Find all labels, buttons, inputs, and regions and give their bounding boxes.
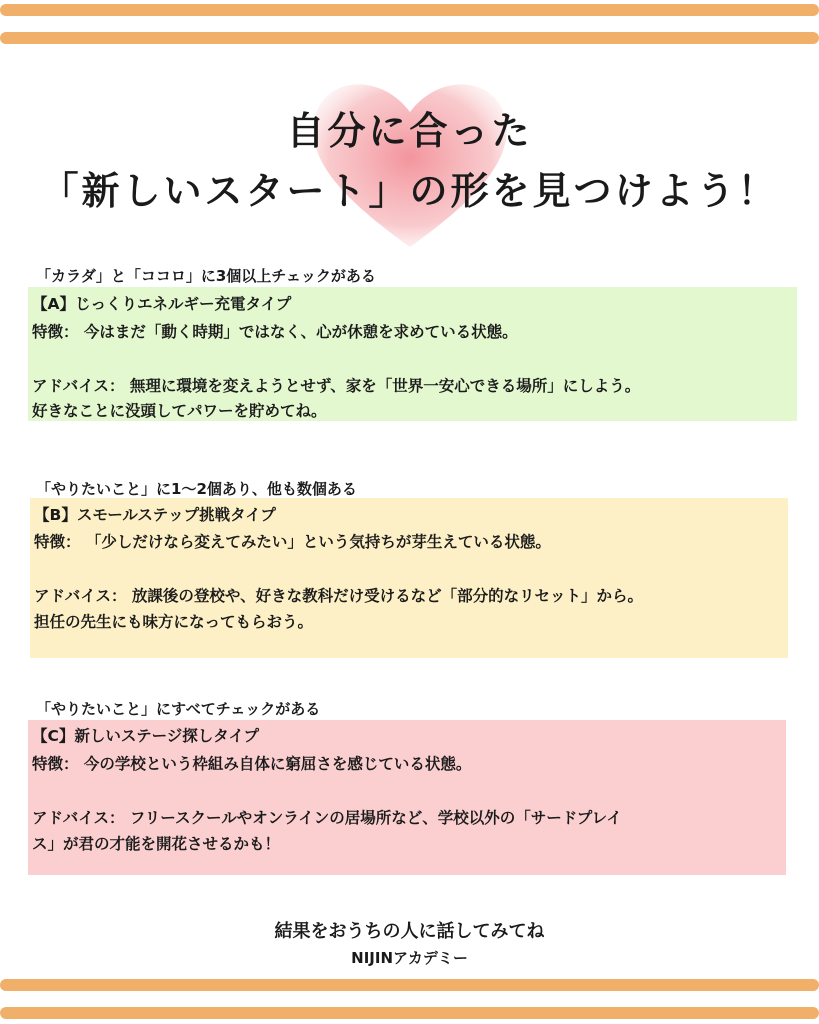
page-title-line-2: 「新しいスタート」の形を見つけよう！ [40, 169, 779, 213]
heading-a: 【A】じっくりエネルギー充電タイプ [32, 295, 292, 313]
condition-b: 「やりたいこと」に1〜2個あり、他も数個ある [36, 480, 357, 498]
feature-b: 特徴： 「少しだけなら変えてみたい」という気持ちが芽生えている状態。 [34, 533, 551, 551]
heading-c: 【C】新しいステージ探しタイプ [32, 727, 259, 745]
top-stripe-2 [0, 32, 819, 44]
footer-message: 結果をおうちの人に話してみてね [274, 921, 545, 942]
feature-c: 特徴： 今の学校という枠組み自体に窮屈さを感じている状態。 [32, 755, 472, 773]
bottom-stripe-1 [0, 979, 819, 991]
advice-a-1: アドバイス： 無理に環境を変えようとせず、家を「世界一安心できる場所」にしよう。 [32, 377, 641, 395]
advice-c-1: アドバイス： フリースクールやオンラインの居場所など、学校以外の「サードプレイ [32, 809, 622, 827]
advice-b-1: アドバイス： 放課後の登校や、好きな教科だけ受けるなど「部分的なリセット」から。 [34, 587, 643, 605]
feature-a: 特徴： 今はまだ「動く時期」ではなく、心が休憩を求めている状態。 [32, 323, 518, 341]
advice-a-2: 好きなことに没頭してパワーを貯めてね。 [32, 402, 327, 420]
footer-brand: NIJINアカデミー [351, 949, 468, 967]
result-box-b [30, 498, 788, 658]
advice-c-2: ス」が君の才能を開花させるかも！ [32, 835, 281, 853]
heart-icon [300, 62, 520, 262]
result-box-a [28, 287, 797, 421]
page-title-line-1: 自分に合った [286, 109, 533, 153]
top-stripe-1 [0, 4, 819, 16]
heading-b: 【B】スモールステップ挑戦タイプ [34, 506, 276, 524]
bottom-stripe-2 [0, 1007, 819, 1019]
condition-a: 「カラダ」と「ココロ」に3個以上チェックがある [36, 267, 376, 285]
advice-b-2: 担任の先生にも味方になってもらおう。 [34, 613, 314, 631]
result-box-c [28, 720, 786, 875]
condition-c: 「やりたいこと」にすべてチェックがある [36, 700, 321, 718]
